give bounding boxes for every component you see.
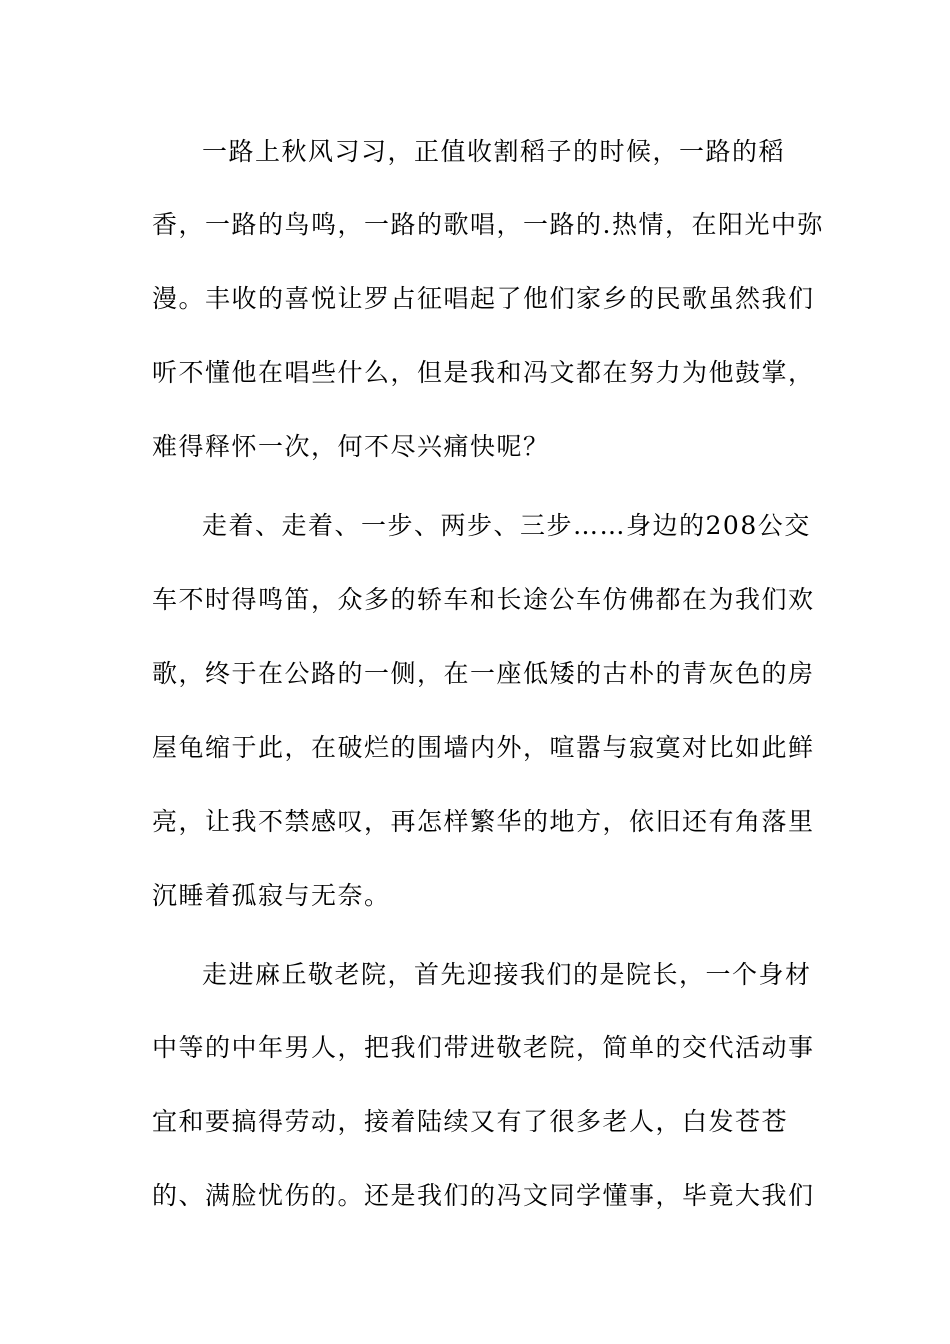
paragraph-2-line-3: 歌，终于在公路的一侧，在一座低矮的古朴的青灰色的房 — [152, 659, 815, 688]
paragraph-2-line-1: 走着、走着、一步、两步、三步……身边的208公交 — [202, 511, 811, 540]
paragraph-2-line-4: 屋龟缩于此，在破烂的围墙内外，喧嚣与寂寞对比如此鲜 — [152, 733, 815, 762]
paragraph-1-line-2: 香，一路的鸟鸣，一路的歌唱，一路的.热情，在阳光中弥 — [152, 210, 824, 239]
paragraph-3-line-4: 的、满脸忧伤的。还是我们的冯文同学懂事，毕竟大我们 — [152, 1181, 815, 1210]
paragraph-1-line-4: 听不懂他在唱些什么，但是我和冯文都在努力为他鼓掌， — [152, 358, 815, 387]
paragraph-1-line-5: 难得释怀一次，何不尽兴痛快呢？ — [152, 432, 550, 461]
paragraph-2-line-6: 沉睡着孤寂与无奈。 — [152, 881, 391, 910]
paragraph-2-line-2: 车不时得鸣笛，众多的轿车和长途公车仿佛都在为我们欢 — [152, 585, 815, 614]
paragraph-1-line-3: 漫。丰收的喜悦让罗占征唱起了他们家乡的民歌虽然我们 — [152, 284, 815, 313]
paragraph-1-line-1: 一路上秋风习习，正值收割稻子的时候，一路的稻 — [202, 137, 786, 166]
paragraph-3-line-2: 中等的中年男人，把我们带进敬老院，简单的交代活动事 — [152, 1033, 815, 1062]
paragraph-3-line-3: 宜和要搞得劳动，接着陆续又有了很多老人，白发苍苍 — [152, 1107, 789, 1136]
paragraph-2-line-5: 亮，让我不禁感叹，再怎样繁华的地方，依旧还有角落里 — [152, 807, 815, 836]
paragraph-3-line-1: 走进麻丘敬老院，首先迎接我们的是院长，一个身材 — [202, 960, 812, 989]
